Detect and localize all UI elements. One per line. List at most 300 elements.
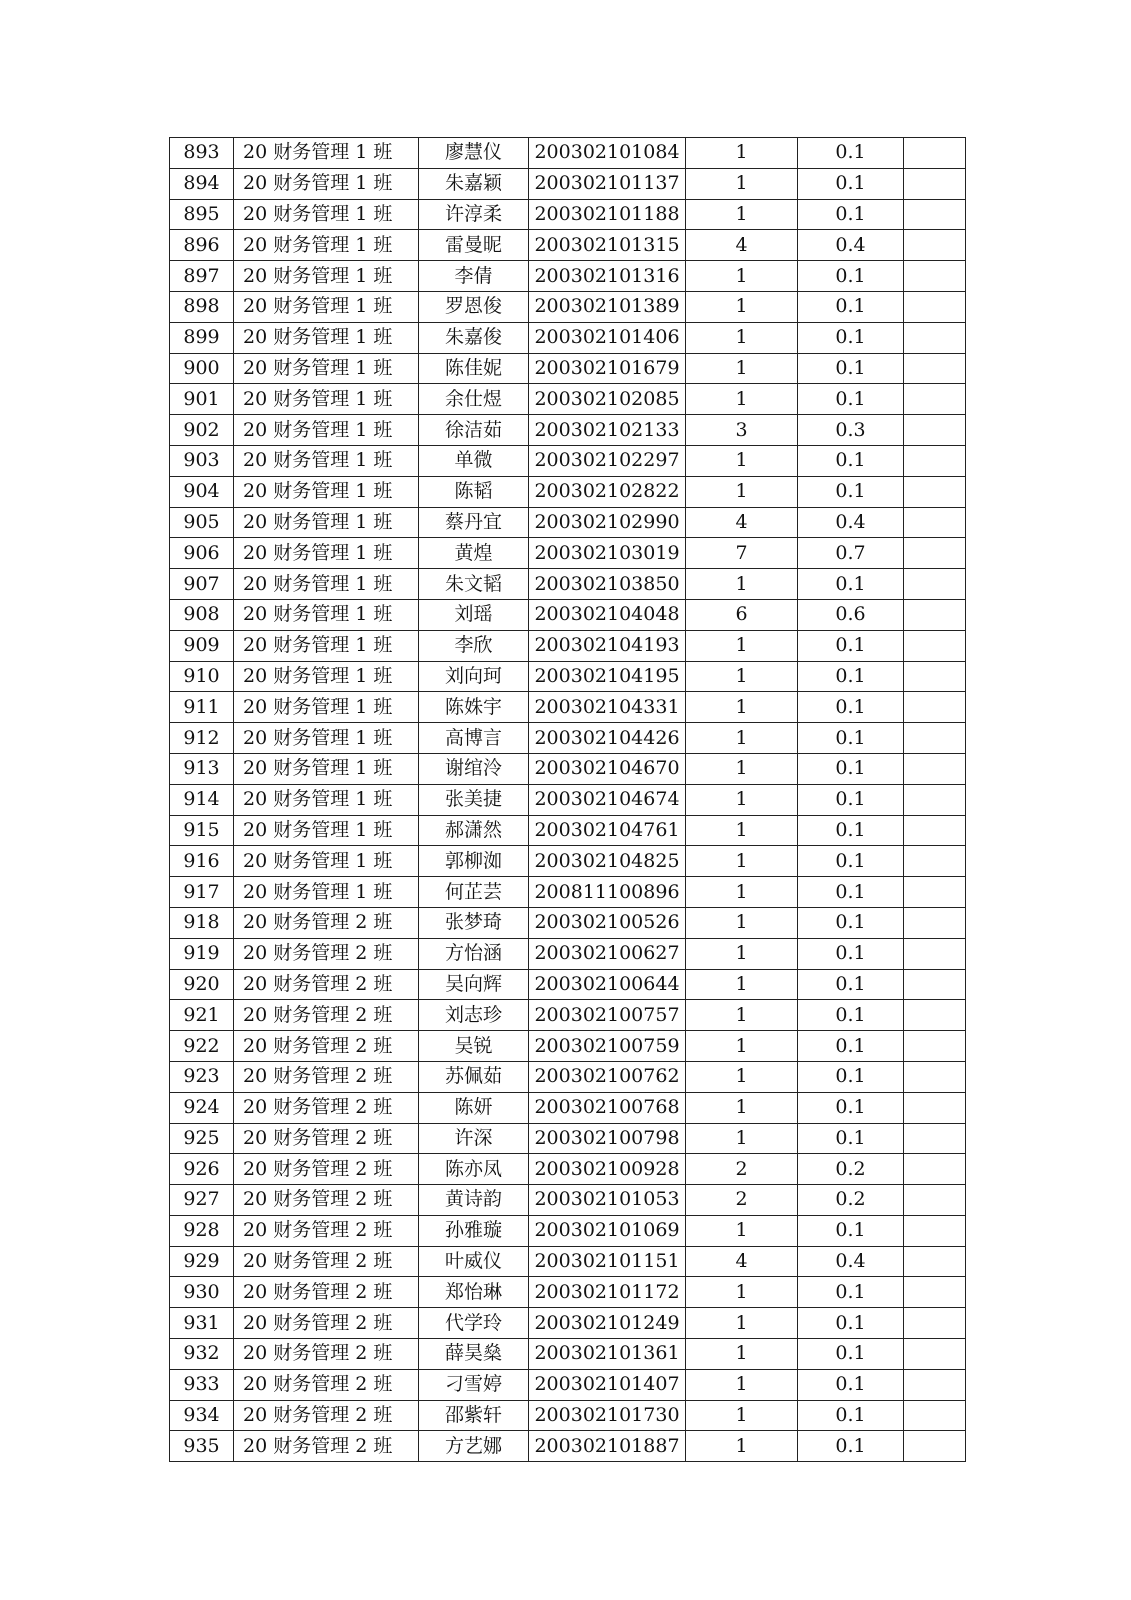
- student-name-cell: 陈妍: [419, 1092, 529, 1123]
- class-cell: 20 财务管理 2 班: [234, 1185, 419, 1216]
- score-cell: 0.1: [798, 569, 904, 600]
- class-cell: 20 财务管理 1 班: [234, 199, 419, 230]
- count-cell: 1: [686, 569, 798, 600]
- note-cell: [904, 907, 966, 938]
- class-cell: 20 财务管理 2 班: [234, 1000, 419, 1031]
- count-cell: 2: [686, 1154, 798, 1185]
- count-cell: 1: [686, 907, 798, 938]
- count-cell: 1: [686, 1123, 798, 1154]
- score-cell: 0.1: [798, 1369, 904, 1400]
- row-number-cell: 908: [170, 599, 234, 630]
- student-name-cell: 郝潇然: [419, 815, 529, 846]
- score-cell: 0.1: [798, 1215, 904, 1246]
- row-number-cell: 921: [170, 1000, 234, 1031]
- student-id-cell: 200302101172: [529, 1277, 686, 1308]
- student-name-cell: 蔡丹宜: [419, 507, 529, 538]
- class-cell: 20 财务管理 1 班: [234, 538, 419, 569]
- class-cell: 20 财务管理 1 班: [234, 507, 419, 538]
- row-number-cell: 906: [170, 538, 234, 569]
- table-row: [170, 938, 966, 969]
- row-number-cell: 924: [170, 1092, 234, 1123]
- count-cell: 1: [686, 1369, 798, 1400]
- class-cell: 20 财务管理 1 班: [234, 723, 419, 754]
- score-cell: 0.1: [798, 723, 904, 754]
- score-cell: 0.1: [798, 630, 904, 661]
- score-cell: 0.4: [798, 1246, 904, 1277]
- student-name-cell: 代学玲: [419, 1308, 529, 1339]
- row-number-cell: 900: [170, 353, 234, 384]
- table-row: [170, 630, 966, 661]
- row-number-cell: 905: [170, 507, 234, 538]
- score-cell: 0.1: [798, 1000, 904, 1031]
- count-cell: 1: [686, 630, 798, 661]
- student-id-cell: 200302101315: [529, 230, 686, 261]
- student-name-cell: 罗恩俊: [419, 291, 529, 322]
- class-cell: 20 财务管理 1 班: [234, 353, 419, 384]
- score-cell: 0.1: [798, 1277, 904, 1308]
- score-cell: 0.1: [798, 199, 904, 230]
- student-id-cell: 200302104331: [529, 692, 686, 723]
- note-cell: [904, 168, 966, 199]
- student-name-cell: 朱嘉俊: [419, 322, 529, 353]
- student-name-cell: 徐洁茹: [419, 415, 529, 446]
- class-cell: 20 财务管理 1 班: [234, 261, 419, 292]
- student-id-cell: 200302104048: [529, 599, 686, 630]
- table-row: [170, 199, 966, 230]
- row-number-cell: 915: [170, 815, 234, 846]
- row-number-cell: 901: [170, 384, 234, 415]
- student-name-cell: 余仕煜: [419, 384, 529, 415]
- row-number-cell: 922: [170, 1031, 234, 1062]
- count-cell: 1: [686, 784, 798, 815]
- student-name-cell: 谢绾泠: [419, 753, 529, 784]
- score-cell: 0.1: [798, 784, 904, 815]
- student-name-cell: 何芷芸: [419, 877, 529, 908]
- row-number-cell: 920: [170, 969, 234, 1000]
- student-name-cell: 李倩: [419, 261, 529, 292]
- note-cell: [904, 230, 966, 261]
- row-number-cell: 925: [170, 1123, 234, 1154]
- score-cell: 0.1: [798, 1061, 904, 1092]
- row-number-cell: 911: [170, 692, 234, 723]
- count-cell: 1: [686, 476, 798, 507]
- table-row: [170, 1092, 966, 1123]
- class-cell: 20 财务管理 2 班: [234, 1400, 419, 1431]
- student-id-cell: 200302101249: [529, 1308, 686, 1339]
- class-cell: 20 财务管理 1 班: [234, 846, 419, 877]
- count-cell: 1: [686, 815, 798, 846]
- score-cell: 0.2: [798, 1154, 904, 1185]
- table-row: [170, 168, 966, 199]
- note-cell: [904, 877, 966, 908]
- row-number-cell: 899: [170, 322, 234, 353]
- student-id-cell: 200302101053: [529, 1185, 686, 1216]
- row-number-cell: 912: [170, 723, 234, 754]
- student-id-cell: 200302101137: [529, 168, 686, 199]
- count-cell: 1: [686, 1215, 798, 1246]
- note-cell: [904, 445, 966, 476]
- student-id-cell: 200302101389: [529, 291, 686, 322]
- table-row: [170, 1369, 966, 1400]
- student-name-cell: 许淳柔: [419, 199, 529, 230]
- note-cell: [904, 261, 966, 292]
- table-row: [170, 230, 966, 261]
- count-cell: 1: [686, 1339, 798, 1370]
- score-cell: 0.1: [798, 291, 904, 322]
- row-number-cell: 903: [170, 445, 234, 476]
- student-id-cell: 200302104825: [529, 846, 686, 877]
- student-name-cell: 薛昊燊: [419, 1339, 529, 1370]
- table-row: [170, 969, 966, 1000]
- table-row: [170, 1277, 966, 1308]
- class-cell: 20 财务管理 1 班: [234, 476, 419, 507]
- score-cell: 0.1: [798, 753, 904, 784]
- score-cell: 0.1: [798, 445, 904, 476]
- student-id-cell: 200302100757: [529, 1000, 686, 1031]
- table-row: [170, 599, 966, 630]
- table-row: [170, 723, 966, 754]
- score-cell: 0.6: [798, 599, 904, 630]
- table-row: [170, 569, 966, 600]
- note-cell: [904, 476, 966, 507]
- class-cell: 20 财务管理 1 班: [234, 138, 419, 169]
- score-cell: 0.1: [798, 138, 904, 169]
- count-cell: 1: [686, 1000, 798, 1031]
- class-cell: 20 财务管理 2 班: [234, 1431, 419, 1462]
- student-name-cell: 朱嘉颖: [419, 168, 529, 199]
- student-id-cell: 200302104195: [529, 661, 686, 692]
- class-cell: 20 财务管理 1 班: [234, 230, 419, 261]
- score-cell: 0.1: [798, 1123, 904, 1154]
- student-id-cell: 200302101188: [529, 199, 686, 230]
- note-cell: [904, 599, 966, 630]
- class-cell: 20 财务管理 2 班: [234, 907, 419, 938]
- count-cell: 7: [686, 538, 798, 569]
- student-id-cell: 200302103850: [529, 569, 686, 600]
- note-cell: [904, 1277, 966, 1308]
- note-cell: [904, 1246, 966, 1277]
- class-cell: 20 财务管理 1 班: [234, 692, 419, 723]
- score-cell: 0.1: [798, 877, 904, 908]
- note-cell: [904, 1400, 966, 1431]
- class-cell: 20 财务管理 1 班: [234, 753, 419, 784]
- row-number-cell: 909: [170, 630, 234, 661]
- class-cell: 20 财务管理 1 班: [234, 784, 419, 815]
- count-cell: 4: [686, 1246, 798, 1277]
- student-id-cell: 200302100928: [529, 1154, 686, 1185]
- score-cell: 0.1: [798, 692, 904, 723]
- table-row: [170, 1031, 966, 1062]
- table-row: [170, 692, 966, 723]
- note-cell: [904, 1185, 966, 1216]
- table-row: [170, 1123, 966, 1154]
- table-row: [170, 322, 966, 353]
- class-cell: 20 财务管理 1 班: [234, 415, 419, 446]
- class-cell: 20 财务管理 1 班: [234, 445, 419, 476]
- count-cell: 2: [686, 1185, 798, 1216]
- note-cell: [904, 538, 966, 569]
- count-cell: 1: [686, 322, 798, 353]
- note-cell: [904, 1000, 966, 1031]
- note-cell: [904, 1215, 966, 1246]
- row-number-cell: 896: [170, 230, 234, 261]
- note-cell: [904, 1339, 966, 1370]
- student-id-cell: 200302104193: [529, 630, 686, 661]
- score-cell: 0.1: [798, 1031, 904, 1062]
- student-name-cell: 许深: [419, 1123, 529, 1154]
- student-id-cell: 200302102990: [529, 507, 686, 538]
- table-row: [170, 907, 966, 938]
- student-id-cell: 200302102822: [529, 476, 686, 507]
- count-cell: 1: [686, 138, 798, 169]
- count-cell: 1: [686, 1431, 798, 1462]
- score-cell: 0.1: [798, 938, 904, 969]
- count-cell: 1: [686, 692, 798, 723]
- table-row: [170, 1154, 966, 1185]
- student-id-cell: 200302104761: [529, 815, 686, 846]
- table-row: [170, 846, 966, 877]
- row-number-cell: 917: [170, 877, 234, 908]
- table-row: [170, 291, 966, 322]
- count-cell: 4: [686, 230, 798, 261]
- count-cell: 1: [686, 1308, 798, 1339]
- class-cell: 20 财务管理 2 班: [234, 1308, 419, 1339]
- class-cell: 20 财务管理 1 班: [234, 661, 419, 692]
- class-cell: 20 财务管理 1 班: [234, 569, 419, 600]
- note-cell: [904, 692, 966, 723]
- class-cell: 20 财务管理 1 班: [234, 815, 419, 846]
- count-cell: 1: [686, 661, 798, 692]
- score-cell: 0.1: [798, 168, 904, 199]
- row-number-cell: 893: [170, 138, 234, 169]
- row-number-cell: 907: [170, 569, 234, 600]
- score-cell: 0.1: [798, 815, 904, 846]
- note-cell: [904, 322, 966, 353]
- student-id-cell: 200302102085: [529, 384, 686, 415]
- row-number-cell: 910: [170, 661, 234, 692]
- table-row: [170, 445, 966, 476]
- table-row: [170, 384, 966, 415]
- student-id-cell: 200302101887: [529, 1431, 686, 1462]
- student-id-cell: 200302100644: [529, 969, 686, 1000]
- student-id-cell: 200302102133: [529, 415, 686, 446]
- class-cell: 20 财务管理 2 班: [234, 1123, 419, 1154]
- student-id-cell: 200302100762: [529, 1061, 686, 1092]
- table-row: [170, 261, 966, 292]
- note-cell: [904, 630, 966, 661]
- note-cell: [904, 723, 966, 754]
- table-row: [170, 476, 966, 507]
- count-cell: 1: [686, 969, 798, 1000]
- score-cell: 0.2: [798, 1185, 904, 1216]
- student-name-cell: 吴向辉: [419, 969, 529, 1000]
- table-row: [170, 1400, 966, 1431]
- student-name-cell: 方怡涵: [419, 938, 529, 969]
- score-cell: 0.4: [798, 230, 904, 261]
- student-name-cell: 叶威仪: [419, 1246, 529, 1277]
- note-cell: [904, 199, 966, 230]
- count-cell: 1: [686, 877, 798, 908]
- table-row: [170, 507, 966, 538]
- table-row: [170, 877, 966, 908]
- student-name-cell: 刘志珍: [419, 1000, 529, 1031]
- student-name-cell: 郑怡琳: [419, 1277, 529, 1308]
- score-cell: 0.1: [798, 353, 904, 384]
- count-cell: 6: [686, 599, 798, 630]
- note-cell: [904, 846, 966, 877]
- student-id-cell: 200302101069: [529, 1215, 686, 1246]
- class-cell: 20 财务管理 1 班: [234, 877, 419, 908]
- score-cell: 0.1: [798, 1400, 904, 1431]
- student-name-cell: 黄煌: [419, 538, 529, 569]
- row-number-cell: 934: [170, 1400, 234, 1431]
- row-number-cell: 935: [170, 1431, 234, 1462]
- student-name-cell: 黄诗韵: [419, 1185, 529, 1216]
- score-cell: 0.1: [798, 1339, 904, 1370]
- score-cell: 0.1: [798, 1308, 904, 1339]
- table-row: [170, 138, 966, 169]
- table-row: [170, 1061, 966, 1092]
- row-number-cell: 897: [170, 261, 234, 292]
- class-cell: 20 财务管理 2 班: [234, 1031, 419, 1062]
- student-name-cell: 雷曼昵: [419, 230, 529, 261]
- note-cell: [904, 969, 966, 1000]
- count-cell: 1: [686, 1061, 798, 1092]
- note-cell: [904, 1154, 966, 1185]
- note-cell: [904, 1123, 966, 1154]
- student-name-cell: 张美捷: [419, 784, 529, 815]
- row-number-cell: 914: [170, 784, 234, 815]
- row-number-cell: 930: [170, 1277, 234, 1308]
- note-cell: [904, 1369, 966, 1400]
- row-number-cell: 932: [170, 1339, 234, 1370]
- student-name-cell: 刘瑶: [419, 599, 529, 630]
- score-cell: 0.1: [798, 969, 904, 1000]
- count-cell: 1: [686, 1031, 798, 1062]
- student-name-cell: 陈韬: [419, 476, 529, 507]
- note-cell: [904, 938, 966, 969]
- class-cell: 20 财务管理 2 班: [234, 969, 419, 1000]
- note-cell: [904, 1308, 966, 1339]
- note-cell: [904, 291, 966, 322]
- class-cell: 20 财务管理 1 班: [234, 630, 419, 661]
- student-name-cell: 刁雪婷: [419, 1369, 529, 1400]
- student-name-cell: 朱文韬: [419, 569, 529, 600]
- note-cell: [904, 1431, 966, 1462]
- student-name-cell: 陈佳妮: [419, 353, 529, 384]
- count-cell: 1: [686, 384, 798, 415]
- student-id-cell: 200302101730: [529, 1400, 686, 1431]
- student-id-cell: 200302101151: [529, 1246, 686, 1277]
- count-cell: 1: [686, 753, 798, 784]
- note-cell: [904, 353, 966, 384]
- table-row: [170, 415, 966, 446]
- score-cell: 0.1: [798, 322, 904, 353]
- class-cell: 20 财务管理 2 班: [234, 1092, 419, 1123]
- row-number-cell: 902: [170, 415, 234, 446]
- score-cell: 0.1: [798, 261, 904, 292]
- note-cell: [904, 569, 966, 600]
- student-id-cell: 200302104426: [529, 723, 686, 754]
- student-name-cell: 邵紫轩: [419, 1400, 529, 1431]
- class-cell: 20 财务管理 2 班: [234, 1277, 419, 1308]
- table-row: [170, 661, 966, 692]
- student-id-cell: 200302100627: [529, 938, 686, 969]
- table-row: [170, 1339, 966, 1370]
- count-cell: 1: [686, 291, 798, 322]
- student-name-cell: 郭柳洳: [419, 846, 529, 877]
- student-id-cell: 200302103019: [529, 538, 686, 569]
- note-cell: [904, 784, 966, 815]
- row-number-cell: 898: [170, 291, 234, 322]
- student-id-cell: 200302102297: [529, 445, 686, 476]
- class-cell: 20 财务管理 1 班: [234, 168, 419, 199]
- table-row: [170, 753, 966, 784]
- note-cell: [904, 507, 966, 538]
- student-id-cell: 200302100798: [529, 1123, 686, 1154]
- count-cell: 1: [686, 168, 798, 199]
- row-number-cell: 919: [170, 938, 234, 969]
- student-name-cell: 单微: [419, 445, 529, 476]
- score-cell: 0.7: [798, 538, 904, 569]
- row-number-cell: 894: [170, 168, 234, 199]
- student-id-cell: 200302101084: [529, 138, 686, 169]
- class-cell: 20 财务管理 2 班: [234, 938, 419, 969]
- class-cell: 20 财务管理 2 班: [234, 1061, 419, 1092]
- note-cell: [904, 753, 966, 784]
- roster-table: [169, 137, 966, 1462]
- student-id-cell: 200302100526: [529, 907, 686, 938]
- count-cell: 1: [686, 1277, 798, 1308]
- student-id-cell: 200302104674: [529, 784, 686, 815]
- table-row: [170, 1000, 966, 1031]
- count-cell: 3: [686, 415, 798, 446]
- score-cell: 0.4: [798, 507, 904, 538]
- class-cell: 20 财务管理 1 班: [234, 384, 419, 415]
- student-id-cell: 200302104670: [529, 753, 686, 784]
- student-id-cell: 200302101361: [529, 1339, 686, 1370]
- class-cell: 20 财务管理 1 班: [234, 291, 419, 322]
- count-cell: 4: [686, 507, 798, 538]
- table-row: [170, 1185, 966, 1216]
- student-id-cell: 200302100759: [529, 1031, 686, 1062]
- note-cell: [904, 1061, 966, 1092]
- student-name-cell: 高博言: [419, 723, 529, 754]
- note-cell: [904, 415, 966, 446]
- student-name-cell: 孙雅璇: [419, 1215, 529, 1246]
- student-name-cell: 陈姝宇: [419, 692, 529, 723]
- count-cell: 1: [686, 1400, 798, 1431]
- note-cell: [904, 138, 966, 169]
- student-id-cell: 200302101679: [529, 353, 686, 384]
- student-name-cell: 廖慧仪: [419, 138, 529, 169]
- table-row: [170, 1308, 966, 1339]
- student-name-cell: 吴锐: [419, 1031, 529, 1062]
- score-cell: 0.1: [798, 846, 904, 877]
- student-name-cell: 陈亦凤: [419, 1154, 529, 1185]
- table-row: [170, 1431, 966, 1462]
- student-name-cell: 苏佩茹: [419, 1061, 529, 1092]
- row-number-cell: 895: [170, 199, 234, 230]
- count-cell: 1: [686, 353, 798, 384]
- score-cell: 0.3: [798, 415, 904, 446]
- table-row: [170, 1246, 966, 1277]
- count-cell: 1: [686, 846, 798, 877]
- note-cell: [904, 815, 966, 846]
- count-cell: 1: [686, 938, 798, 969]
- note-cell: [904, 1031, 966, 1062]
- student-name-cell: 李欣: [419, 630, 529, 661]
